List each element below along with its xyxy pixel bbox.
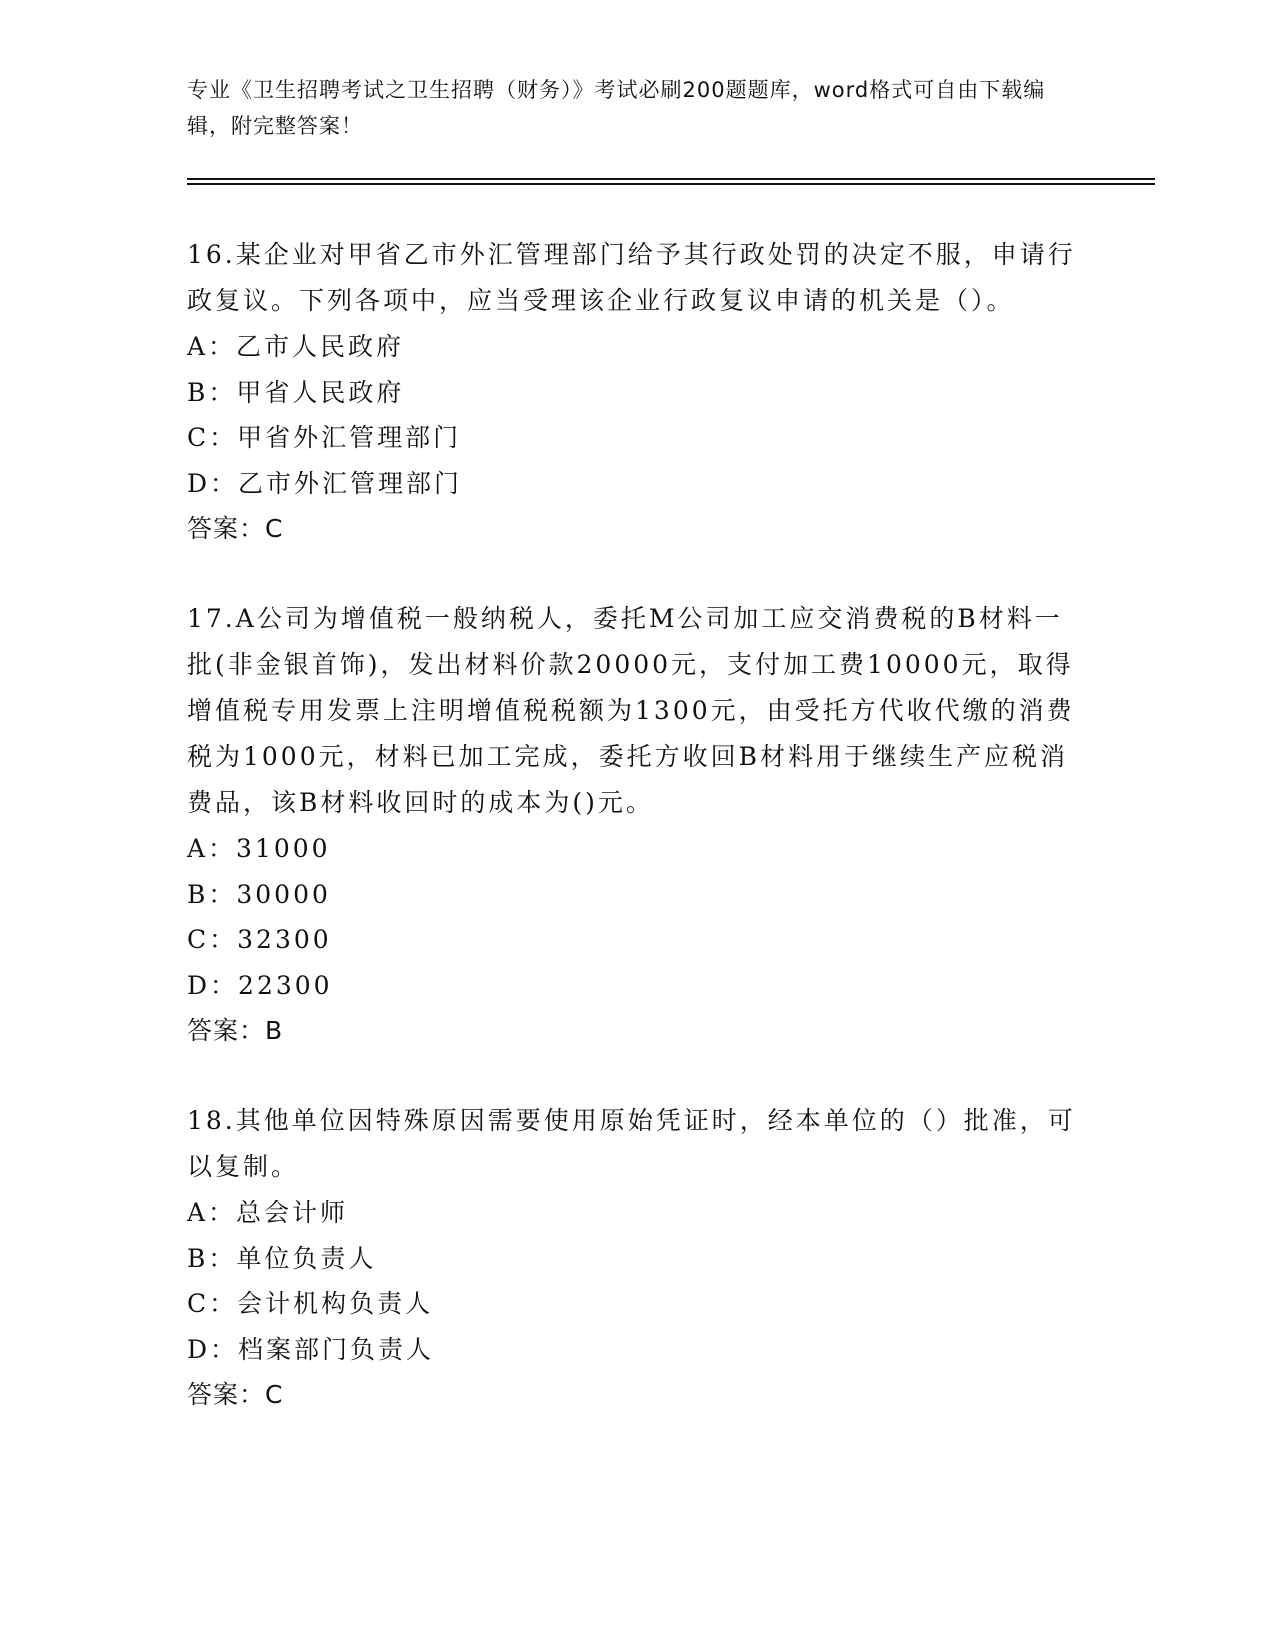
option-d: D：档案部门负责人	[187, 1334, 435, 1364]
option-a: A：31000	[187, 834, 331, 863]
option-a: A：总会计师	[187, 1198, 349, 1227]
question-16	[187, 232, 1087, 552]
answer: 答案：C	[187, 514, 284, 543]
option-b: B：甲省人民政府	[187, 377, 405, 407]
option-d: D：乙市外汇管理部门	[187, 468, 463, 498]
answer: 答案：B	[187, 1016, 284, 1045]
question-text: 17.A公司为增值税一般纳税人，委托M公司加工应交消费税的B材料一批(非金银首饰)，发出材料价款20000元，支付加工费10000元，取得增值税专用发票上注明增值税税额为1300元，由受托方代收代缴的消费税为1000元，材料已加工完成，委托方收回B材料用于继续生产应税消费品，该B材料收回时的成本为()元。	[187, 604, 1075, 817]
option-a: A：乙市人民政府	[187, 332, 405, 361]
option-b: B：30000	[187, 879, 331, 909]
header-divider-bottom	[187, 183, 1155, 185]
option-c: C：甲省外汇管理部门	[187, 423, 462, 452]
question-text: 18.其他单位因特殊原因需要使用原始凭证时，经本单位的（）批准，可以复制。	[187, 1106, 1076, 1181]
question-list	[187, 232, 1087, 1462]
question-18	[187, 1098, 1087, 1418]
answer: 答案：C	[187, 1380, 284, 1409]
question-17	[187, 596, 1087, 1054]
option-c: C：会计机构负责人	[187, 1289, 434, 1318]
option-d: D：22300	[187, 970, 333, 1000]
option-c: C：32300	[187, 925, 332, 954]
header-divider-top	[187, 178, 1155, 180]
document-header: 专业《卫生招聘考试之卫生招聘（财务）》考试必刷200题题库，word格式可自由下载编辑，附完整答案！	[187, 78, 1046, 138]
option-b: B：单位负责人	[187, 1243, 377, 1273]
question-text: 16.某企业对甲省乙市外汇管理部门给予其行政处罚的决定不服，申请行政复议。下列各项中，应当受理该企业行政复议申请的机关是（）。	[187, 240, 1076, 315]
